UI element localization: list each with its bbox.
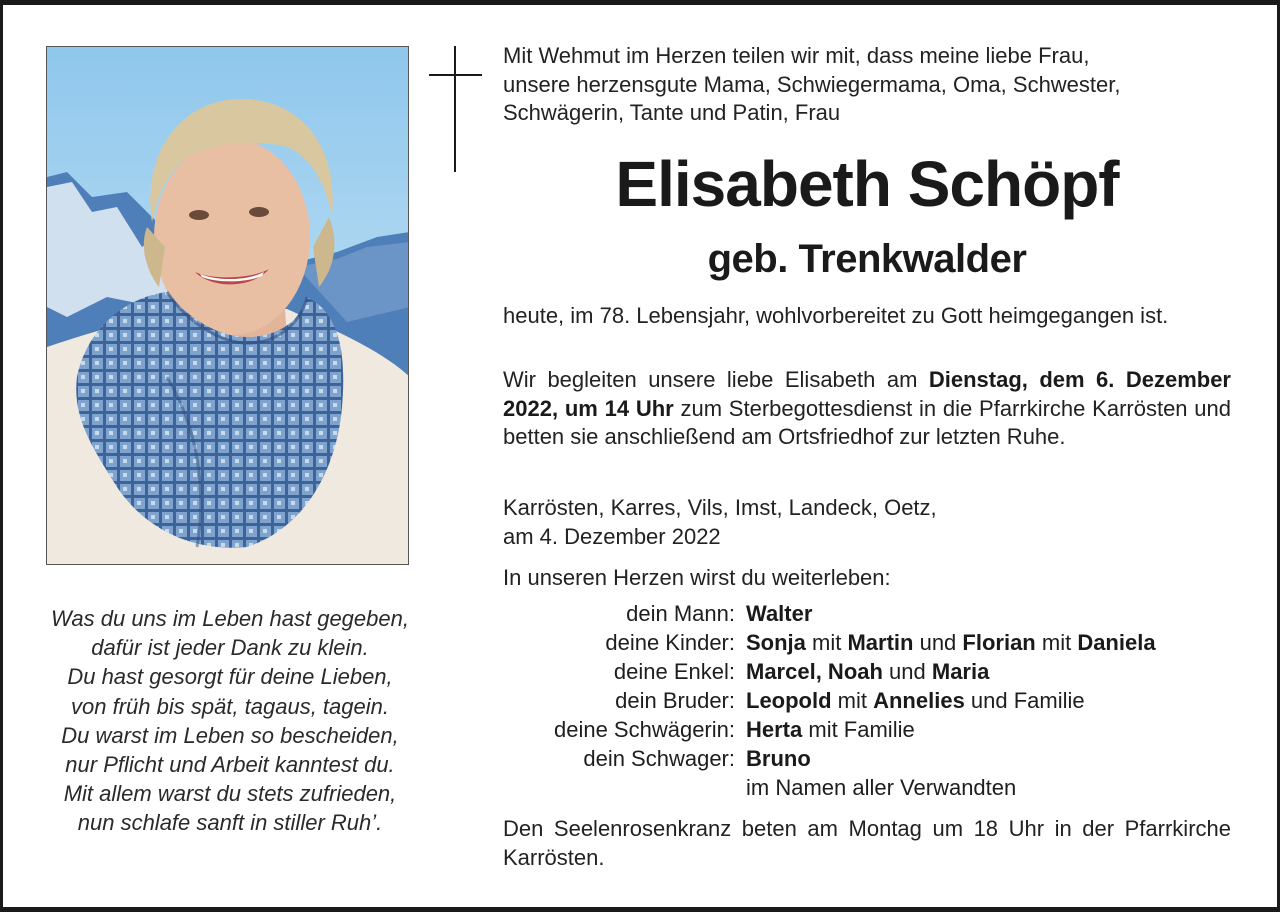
poem-line: dafür ist jeder Dank zu klein. [91, 635, 369, 661]
mourner-relation [503, 773, 746, 802]
funeral-text [503, 366, 1231, 452]
mourner-name: Marcel, Noah [746, 659, 883, 684]
mourner-names [746, 686, 1231, 715]
places: Karrösten, Karres, Vils, Imst, Landeck, Oetz, [503, 495, 937, 520]
mourner-connector: mit [1035, 630, 1078, 655]
mourner-name: Martin [847, 630, 914, 655]
mourner-connector: und Familie [964, 688, 1085, 713]
portrait-photo [46, 46, 409, 565]
mourner-connector: und [913, 630, 963, 655]
memorial-poem [10, 604, 450, 838]
cross-icon-bar [429, 74, 482, 76]
deceased-name: Elisabeth Schöpf [615, 148, 1119, 220]
cross-icon [454, 46, 456, 172]
mourner-name: Annelies [873, 688, 965, 713]
poem-line: Mit allem warst du stets zufrieden, [63, 781, 397, 807]
intro-text [503, 42, 1231, 128]
mourner-name: Walter [746, 601, 813, 626]
mourner-connector: mit [805, 630, 848, 655]
mourner-name: Maria [931, 659, 990, 684]
mourner-row [503, 773, 1231, 802]
poem-line: Du warst im Leben so bescheiden, [61, 722, 399, 748]
mourner-connector: im Namen aller Verwandten [746, 775, 1017, 800]
mourner-relation: deine Schwägerin: [553, 717, 735, 742]
mourner-name: Daniela [1077, 630, 1156, 655]
mourner-relation: deine Kinder: [605, 630, 735, 655]
mourner-row [503, 657, 1231, 686]
places-date [503, 494, 1231, 551]
rosary-text: Den Seelenrosenkranz beten am Montag um 18 Uhr in der Pfarrkirche Karrösten. [503, 816, 1231, 870]
mourner-relation: dein Mann: [626, 601, 735, 626]
mourner-names [746, 599, 1231, 628]
funeral-lead: Wir begleiten unsere liebe Elisabeth am [503, 367, 929, 392]
poem-line: Du hast gesorgt für deine Lieben, [67, 664, 393, 690]
mourner-name: Bruno [746, 746, 811, 771]
mourner-row [503, 599, 1231, 628]
mourners-intro: In unseren Herzen wirst du weiterleben: [503, 565, 891, 590]
mourner-name: Sonja [746, 630, 806, 655]
mourner-connector: und [882, 659, 932, 684]
mourner-row [503, 686, 1231, 715]
funeral-rest: zum Sterbegottesdienst in die Pfarrkirche Karrösten und betten sie anschließend am Ortsfriedhof zur letzten Ruhe. [503, 395, 1232, 450]
mourners-list [503, 599, 1231, 802]
poem-line: Was du uns im Leben hast gegeben, [51, 606, 409, 631]
notice-date: am 4. Dezember 2022 [503, 523, 721, 549]
mourner-names [746, 744, 1231, 773]
poem-line: nun schlafe sanft in stiller Ruh’. [77, 810, 383, 836]
mourner-relation: deine Enkel: [613, 659, 735, 684]
mourner-name: Florian [962, 630, 1036, 655]
intro-line: unsere herzensgute Mama, Schwiegermama, Oma, Schwester, [503, 71, 1121, 97]
mourner-connector: mit Familie [802, 717, 915, 742]
maiden-name: geb. Trenkwalder [707, 237, 1027, 281]
mourner-row [503, 628, 1231, 657]
mourner-names [746, 657, 1231, 686]
passing-text: heute, im 78. Lebensjahr, wohlvorbereitet zu Gott heimgegangen ist. [503, 303, 1169, 328]
mourner-relation: dein Bruder: [615, 688, 735, 713]
mourner-relation: dein Schwager: [583, 746, 735, 771]
mourner-name: Herta [746, 717, 803, 742]
intro-line: Schwägerin, Tante und Patin, Frau [503, 100, 841, 126]
poem-line: nur Pflicht und Arbeit kanntest du. [65, 752, 395, 778]
mourner-names [746, 715, 1231, 744]
mourner-row [503, 744, 1231, 773]
funeral-date: Dienstag, dem 6. Dezember 2022, um 14 Uhr [503, 367, 1231, 421]
mourner-name: Leopold [746, 688, 832, 713]
intro-line: Mit Wehmut im Herzen teilen wir mit, dass meine liebe Frau, [503, 43, 1090, 68]
poem-line: von früh bis spät, tagaus, tagein. [71, 693, 389, 719]
mourner-names [746, 773, 1231, 802]
mourner-row [503, 715, 1231, 744]
mourner-names [746, 628, 1231, 657]
mourner-connector: mit [831, 688, 874, 713]
